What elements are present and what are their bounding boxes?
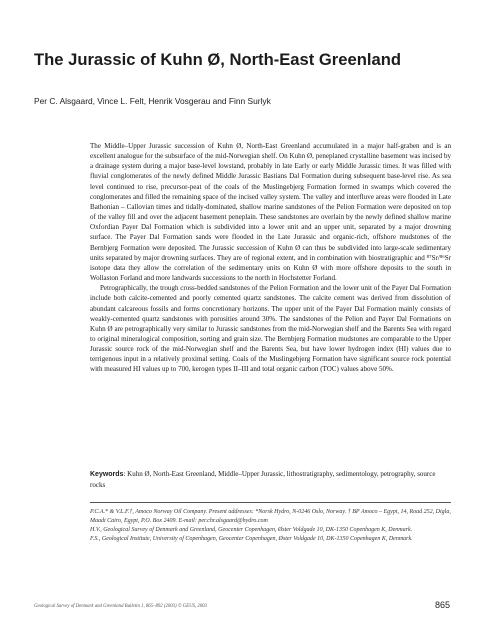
page-number: 865 [434,600,450,610]
abstract [90,141,451,375]
article-title: The Jurassic of Kuhn Ø, North-East Greenland [34,50,401,69]
affiliation: F.S., Geological Institute, University of Copenhagen, Geocenter Copenhagen, Øster Voldgade 10, DK-1350 Copenhagen K, Denmark. [90,536,413,543]
abstract-paragraph: The Middle–Upper Jurassic succession of Kuhn Ø, North-East Greenland accumulated in a major half-graben and is an excellent analogue for the subsurface of the mid-Norwegian shelf. On Kuhn Ø, peneplaned crystalline basement was incised by a drainage system during a major base-level lowstand, probably in late Early or early Middle Jurassic times. It was filled with fluvial conglomerates of the newly defined Middle Jurassic Bastians Dal Formation during subsequent base-level rise. As sea level continued to rise, precursor-peat of the coals of the Muslingebjerg Formation formed in swamps which covered the conglomerates and filled the remaining space of the incised valley system. The valley and interfluve areas were flooded in Late Bathonian – Callovian times and tidally-dominated, shallow marine sandstones of the Pelion Formation were deposited on top of the valley fill and over the adjacent basement peneplain. These sandstones are overlain by the newly defined shallow marine Oxfordian Payer Dal Formation which is subdivided into a lower unit and an upper unit, separated by a major drowning surface. The Payer Dal Formation sands were flooded in the Late Jurassic and organic-rich, offshore mudstones of the Bernbjerg Formation were deposited. The Jurassic succession of Kuhn Ø can thus be subdivided into large-scale sedimentary units separated by major drowning surfaces. They are of regional extent, and in combination with biostratigraphic and ⁸⁷Sr/⁸⁶Sr isotope data they allow the correlation of the sedimentary units on Kuhn Ø with more offshore deposits to the south in Wollaston Forland and more landwards successions to the north in Hochstetter Forland. [90,142,451,283]
affiliation: P.C.A.* & V.L.F.†, Amoco Norway Oil Company. Present addresses: *Norsk Hydro, N-0246 Oslo, Norway. † BP Amoco – Egypt, 14, Road 252, Digla, Maadi Cairo, Egypt, P.O. Box 2409. E-mail: per.chr.alsgaard@hydro.com [90,509,451,525]
divider [90,502,451,503]
keywords-label: Keywords [90,471,124,478]
author-list: Per C. Alsgaard, Vince L. Felt, Henrik Vosgerau and Finn Surlyk [34,96,271,106]
abstract-paragraph: Petrographically, the trough cross-bedded sandstones of the Pelion Formation and the lower unit of the Payer Dal Formation include both calcite-cemented and poorly cemented quartz sandstones. The calcite cement was derived from dissolution of abundant calcareous fossils and forms concretionary horizons. The upper unit of the Payer Dal Formation mainly consists of weakly-cemented quartz sandstones with porosities around 30%. The sandstones of the Pelion and Payer Dal Formations on Kuhn Ø are petrographically very similar to Jurassic sandstones from the mid-Norwegian shelf and the Barents Sea with regard to original mineralogical composition, sorting and grain size. The Bernbjerg Formation mudstones are comparable to the Upper Jurassic source rock of the mid-Norwegian shelf and the Barents Sea, but have lower hydrogen index (HI) values due to terrigenous input in a relatively proximal setting. Coals of the Muslingebjerg Formation have significant source rock potential with measured HI values up to 700, kerogen types II–III and total organic carbon (TOC) values above 50%. [90,284,451,374]
keywords-text: : Kuhn Ø, North-East Greenland, Middle–Upper Jurassic, lithostratigraphy, sedimentology, petrography, source rocks [90,470,436,489]
affiliations [90,508,451,544]
affiliation: H.V., Geological Survey of Denmark and Greenland, Geocenter Copenhagen, Øster Voldgade 10, DK-1350 Copenhagen K, Denmark. [90,527,413,534]
journal-footer: Geological Survey of Denmark and Greenland Bulletin 1, 865–892 (2003) © GEUS, 2003 [34,604,207,609]
keywords [90,469,451,490]
